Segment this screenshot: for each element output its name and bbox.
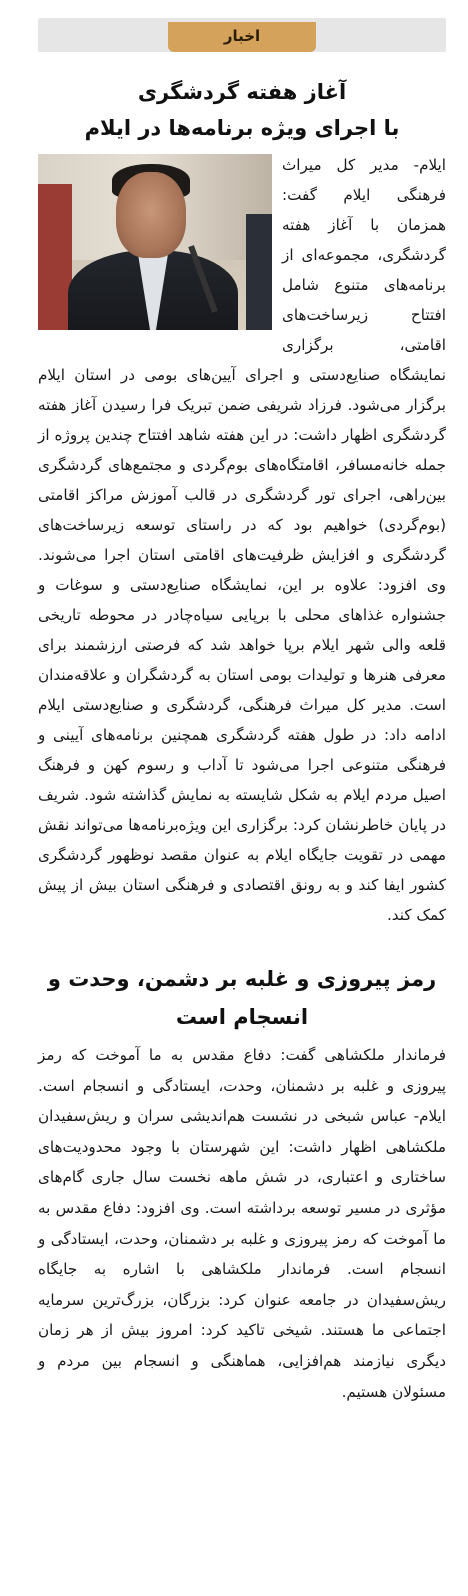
article1-headline-line1: آغاز هفته گردشگری: [137, 80, 347, 104]
article1-body-text: شامل افتتاح زیرساخت‌های اقامتی، برگزاری نمایشگاه صنایع‌دستی و اجرای آیین‌های بومی در استان ایلام برگزار می‌شود. فرزاد شریفی ضمن تبریک فرا رسیدن آغاز هفته گردشگری اظهار داشت: در این هفته شاهد افتتاح چندین پروژه از جمله خانه‌مسافر، اقامتگاه‌های بوم‌گردی و مجتمع‌های گردشگری بین‌راهی، اجرای تور گردشگری در قالب آموزش مراکز اقامتی (بوم‌گردی) خواهیم بود که در راستای توسعه زیرساخت‌های گردشگری و افزایش ظرفیت‌های اقامتی استان اجرا می‌شوند. وی افزود: علاوه بر این، نمایشگاه صنایع‌دستی و سوغات و جشنواره غذاهای محلی با برپایی سیاه‌چادر در محوطه تاریخی قلعه والی شهر ایلام برپا خواهد شد که فرصتی ارزشمند برای معرفی هنرها و تولیدات بومی استان به گردشگران و علاقه‌مندان است. مدیر کل میراث فرهنگی، گردشگری و صنایع‌دستی ایلام ادامه داد: در طول هفته گردشگری همچنین برنامه‌های آیینی و فرهنگی متنوعی اجرا می‌شود تا آداب و رسوم کهن و فرهنگ اصیل مردم ایلام به شکل شایسته به نمایش گذاشته شود. شریف در پایان خاطرنشان کرد: برگزاری این ویژه‌برنامه‌ها می‌تواند نقش مهمی در تقویت جایگاه ایلام به عنوان مقصد نوظهور گردشگری کشور ایفا کند و به رونق اقتصادی و فرهنگی استان بیش از پیش کمک کند.: [38, 276, 446, 924]
article2-headline-line1: رمز پیروزی و غلبه بر دشمن، وحدت و: [47, 967, 437, 991]
article1-lead-text: ایلام- مدیر کل میراث فرهنگی ایلام گفت: همزمان با آغاز هفته گردشگری، مجموعه‌ای از برنامه‌های متنوع: [282, 156, 446, 294]
section-header-bar: [38, 18, 446, 52]
article1-headline: [38, 74, 446, 146]
article1-headline-line2: با اجرای ویژه برنامه‌ها در ایلام: [84, 116, 400, 140]
section-label: اخبار: [168, 22, 316, 52]
article2-headline: [38, 960, 446, 1036]
portrait-photo-icon: [38, 154, 272, 330]
article2-headline-line2: انسجام است: [175, 1005, 309, 1029]
article1-body-wrap: [38, 150, 446, 930]
article2-body: فرماندار ملکشاهی گفت: دفاع مقدس به ما آموخت که رمز پیروزی و غلبه بر دشمنان، وحدت، ایستادگی و انسجام است. ایلام- عباس شبخی در نشست هم‌اندیشی سران و ریش‌سفیدان ملکشاهی اظهار داشت: این شهرستان با وجود محدودیت‌های ساختاری و اعتباری، در شش ماهه نخست سال جاری گام‌های مؤثری در مسیر توسعه برداشته است. وی افزود: دفاع مقدس به ما آموخت که رمز پیروزی و غلبه بر دشمنان، وحدت، ایستادگی و انسجام است. فرماندار ملکشاهی با اشاره به جایگاه ریش‌سفیدان در جامعه عنوان کرد: بزرگان، بزرگ‌ترین سرمایه اجتماعی ما هستند. شیخی تاکید کرد: امروز بیش از هر زمان دیگری نیازمند هم‌افزایی، هماهنگی و انسجام بین مردم و مسئولان هستیم.: [38, 1046, 446, 1401]
